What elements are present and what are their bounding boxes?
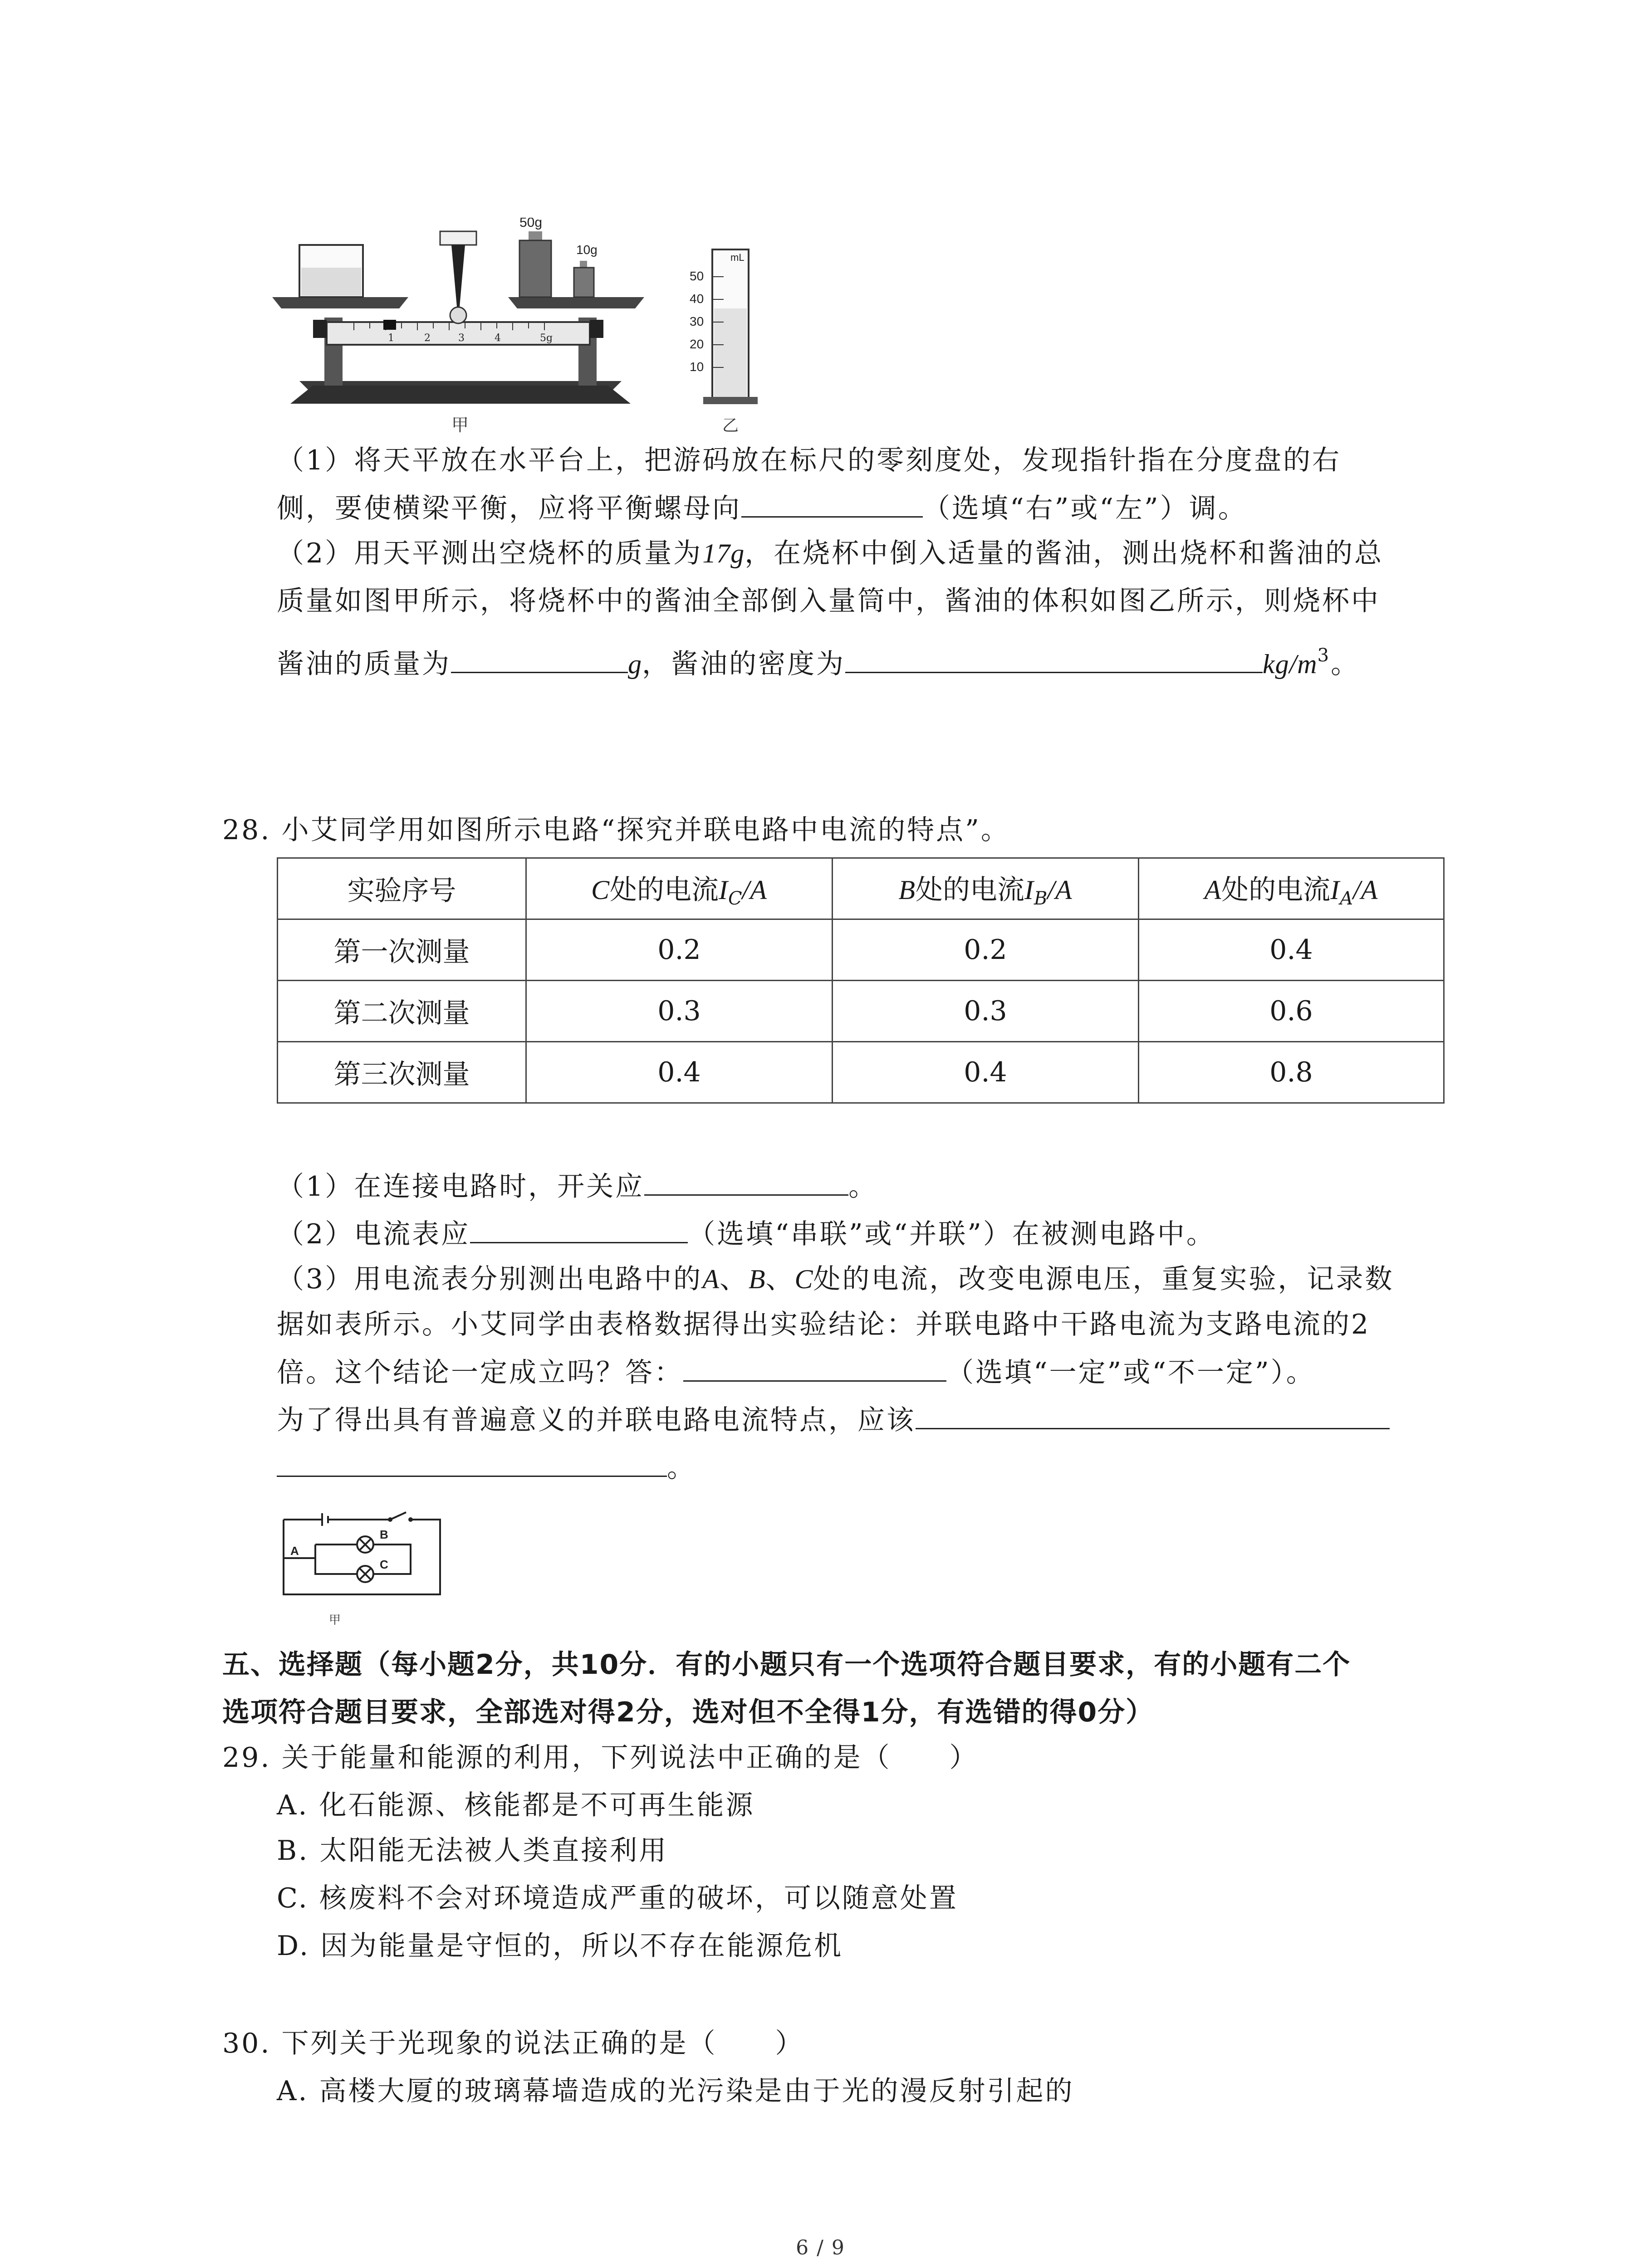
table-cell: 第一次测量 xyxy=(278,919,526,981)
answer-blank[interactable] xyxy=(644,1168,848,1196)
answer-blank[interactable] xyxy=(741,490,923,518)
table-cell: 0.4 xyxy=(1139,919,1444,981)
q28-part3-line4: 为了得出具有普遍意义的并联电路电流特点，应该 xyxy=(277,1402,1390,1438)
svg-text:mL: mL xyxy=(730,252,745,263)
svg-text:B: B xyxy=(380,1528,388,1541)
q29-option-a[interactable]: A. 化石能源、核能都是不可再生能源 xyxy=(277,1789,755,1821)
q28-title: 28. 小艾同学用如图所示电路“探究并联电路中电流的特点”。 xyxy=(222,814,1010,846)
table-header-row xyxy=(278,858,1444,919)
page-number: 6 / 9 xyxy=(796,2236,845,2259)
q28-part3-line3: 倍。这个结论一定成立吗？答： （选填“一定”或“不一定”）。 xyxy=(277,1354,1315,1391)
svg-text:30: 30 xyxy=(690,314,704,328)
table-cell: 0.4 xyxy=(833,1042,1139,1103)
svg-text:50: 50 xyxy=(690,269,704,283)
svg-text:4: 4 xyxy=(495,332,501,344)
svg-text:甲: 甲 xyxy=(451,415,469,435)
table-header-cell: C处的电流$I_C/A$ xyxy=(526,858,833,919)
q29-option-c[interactable]: C. 核废料不会对环境造成严重的破坏，可以随意处置 xyxy=(277,1882,958,1914)
q27-part2-line2: 质量如图甲所示，将烧杯中的酱油全部倒入量筒中，酱油的体积如图乙所示，则烧杯中 xyxy=(277,585,1380,617)
svg-text:2: 2 xyxy=(424,332,431,344)
table-header-cell: 实验序号 xyxy=(278,858,526,919)
graduated-cylinder-figure xyxy=(681,240,771,440)
answer-blank[interactable] xyxy=(916,1402,1390,1429)
table-header-cell: B处的电流$I_B/A$ xyxy=(833,858,1139,919)
table-cell: 第三次测量 xyxy=(278,1042,526,1103)
table-cell: 第二次测量 xyxy=(278,981,526,1042)
table-cell: 0.8 xyxy=(1139,1042,1444,1103)
table-cell: 0.2 xyxy=(526,919,833,981)
table-row xyxy=(278,1042,1444,1103)
current-data-table xyxy=(277,857,1445,1104)
q29-stem: 29. 关于能量和能源的利用，下列说法中正确的是（ ） xyxy=(222,1742,979,1774)
svg-text:甲: 甲 xyxy=(329,1613,341,1627)
q28-part2: （2）电流表应 （选填“串联”或“并联”）在被测电路中。 xyxy=(277,1216,1215,1252)
q28-part3-line5: 。 xyxy=(277,1449,696,1486)
answer-blank[interactable] xyxy=(683,1354,946,1382)
svg-text:C: C xyxy=(380,1558,388,1571)
svg-text:40: 40 xyxy=(690,292,704,306)
q27-part1-line2: 侧，要使横梁平衡，应将平衡螺母向 （选填“右”或“左”）调。 xyxy=(277,490,1247,527)
circuit-diagram xyxy=(274,1510,447,1633)
svg-text:1: 1 xyxy=(388,332,394,344)
q27-part1-line1: （1）将天平放在水平台上，把游码放在标尺的零刻度处，发现指针指在分度盘的右 xyxy=(277,445,1342,476)
svg-text:3: 3 xyxy=(458,332,465,344)
q27-part2-line3: 酱油的质量为 g，酱油的密度为 $kg/m^3$。 xyxy=(277,645,1360,680)
section5-heading-line2: 选项符合题目要求，全部选对得2分，选对但不全得1分，有选错的得0分） xyxy=(222,1696,1154,1728)
answer-blank[interactable] xyxy=(277,1449,667,1477)
table-row xyxy=(278,981,1444,1042)
answer-blank[interactable] xyxy=(470,1216,688,1243)
table-row xyxy=(278,919,1444,981)
svg-text:乙: 乙 xyxy=(722,416,739,435)
svg-text:10g: 10g xyxy=(576,243,598,257)
q28-part3-line1: （3）用电流表分别测出电路中的A、B、C处的电流，改变电源电压，重复实验，记录数 xyxy=(277,1263,1394,1295)
answer-blank[interactable] xyxy=(845,645,1263,673)
q28-part1: （1）在连接电路时，开关应 。 xyxy=(277,1168,877,1205)
table-header-cell: A处的电流$I_A/A$ xyxy=(1139,858,1444,919)
table-cell: 0.3 xyxy=(526,981,833,1042)
table-cell: 0.4 xyxy=(526,1042,833,1103)
q28-part3-line2: 据如表所示。小艾同学由表格数据得出实验结论：并联电路中干路电流为支路电流的2 xyxy=(277,1309,1371,1340)
table-cell: 0.3 xyxy=(833,981,1139,1042)
svg-text:5g: 5g xyxy=(540,332,553,344)
q29-option-b[interactable]: B. 太阳能无法被人类直接利用 xyxy=(277,1835,668,1867)
table-cell: 0.2 xyxy=(833,919,1139,981)
table-cell: 0.6 xyxy=(1139,981,1444,1042)
section5-heading-line1: 五、选择题（每小题2分，共10分．有的小题只有一个选项符合题目要求，有的小题有二个 xyxy=(222,1649,1351,1681)
q27-part2-line1: （2）用天平测出空烧杯的质量为17g，在烧杯中倒入适量的酱油，测出烧杯和酱油的总 xyxy=(277,538,1384,569)
balance-figure xyxy=(272,218,649,435)
svg-text:10: 10 xyxy=(690,360,704,374)
q30-stem: 30. 下列关于光现象的说法正确的是（ ） xyxy=(222,2028,804,2059)
q29-option-d[interactable]: D. 因为能量是守恒的，所以不存在能源危机 xyxy=(277,1930,843,1962)
svg-text:20: 20 xyxy=(690,337,704,351)
q30-option-a[interactable]: A. 高楼大厦的玻璃幕墙造成的光污染是由于光的漫反射引起的 xyxy=(277,2075,1074,2107)
svg-text:50g: 50g xyxy=(519,218,543,230)
rider-weight xyxy=(383,320,396,330)
svg-text:A: A xyxy=(290,1544,299,1558)
answer-blank[interactable] xyxy=(451,645,628,673)
